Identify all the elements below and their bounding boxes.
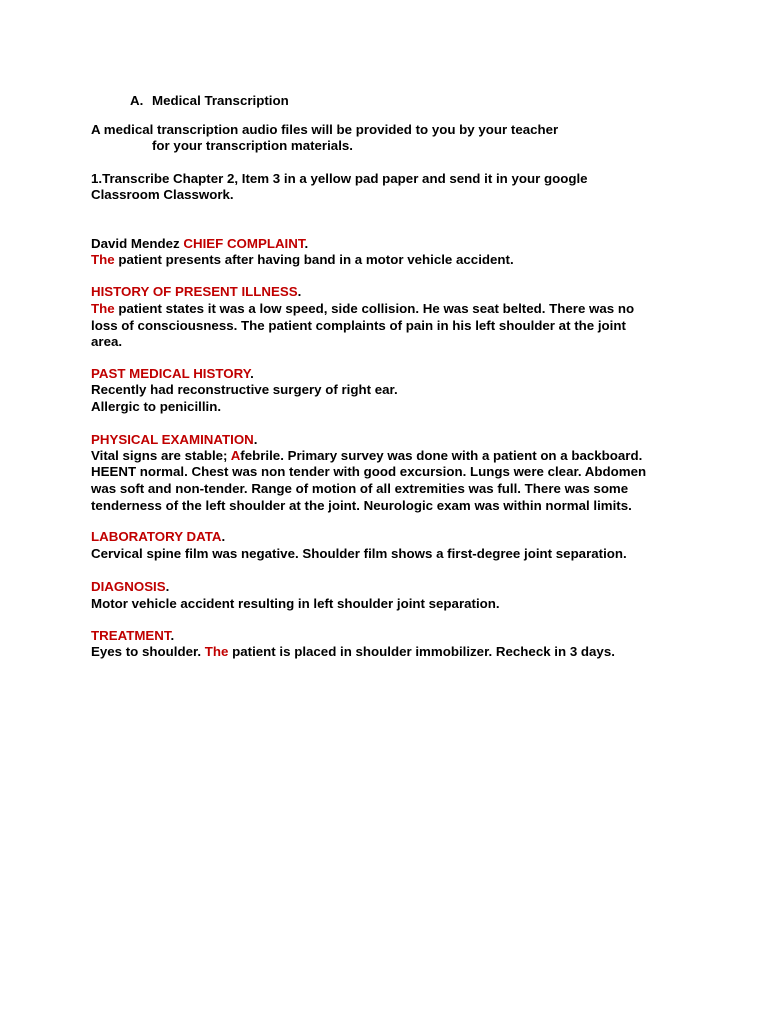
treatment-line-1 <box>91 644 615 661</box>
physical-exam-line-4: tenderness of the left shoulder at the joint. Neurologic exam was within normal limits. <box>91 498 632 513</box>
diagnosis-heading <box>91 579 169 596</box>
physical-exam-period: . <box>253 432 258 447</box>
physical-exam-line-2: HEENT normal. Chest was non tender with good excursion. Lungs were clear. Abdomen <box>91 464 647 479</box>
intro-line-1: A medical transcription audio files will be provided to you by your teacher <box>91 122 559 137</box>
physical-exam-red-letter: A <box>230 448 241 463</box>
present-illness-heading <box>91 284 301 301</box>
instruction-line-2: Classroom Classwork. <box>91 187 234 202</box>
laboratory-line-1: Cervical spine film was negative. Shoulder film shows a first-degree joint separation. <box>91 546 627 561</box>
intro-line-2: for your transcription materials. <box>152 138 353 153</box>
treatment-red-word: The <box>204 644 229 659</box>
present-illness-red-word: The <box>91 301 115 316</box>
treatment-heading <box>91 628 174 645</box>
laboratory-label: LABORATORY DATA <box>91 529 222 544</box>
present-illness-line-1-text: patient states it was a low speed, side collision. He was seat belted. There was no <box>114 301 635 316</box>
diagnosis-period: . <box>165 579 170 594</box>
medical-history-label: PAST MEDICAL HISTORY <box>91 366 251 381</box>
treatment-period: . <box>170 628 175 643</box>
present-illness-label: HISTORY OF PRESENT ILLNESS <box>91 284 298 299</box>
instruction-line-1: 1.Transcribe Chapter 2, Item 3 in a yellow pad paper and send it in your google <box>91 171 588 186</box>
treatment-line-1-start: Eyes to shoulder. <box>91 644 205 659</box>
section-title: Medical Transcription <box>152 93 289 108</box>
treatment-label: TREATMENT <box>91 628 171 643</box>
present-illness-line-2: loss of consciousness. The patient complaints of pain in his left shoulder at the joint <box>91 318 626 333</box>
medical-history-line-1: Recently had reconstructive surgery of right ear. <box>91 382 398 397</box>
treatment-line-1-rest: patient is placed in shoulder immobilizer. Recheck in 3 days. <box>228 644 615 659</box>
physical-exam-label: PHYSICAL EXAMINATION <box>91 432 254 447</box>
chief-complaint-red-word: The <box>91 252 115 267</box>
chief-complaint-text <box>91 252 514 269</box>
physical-exam-line-1-start: Vital signs are stable; <box>91 448 231 463</box>
present-illness-line-1 <box>91 301 634 318</box>
section-marker: A. <box>130 93 144 108</box>
physical-exam-line-1 <box>91 448 642 465</box>
medical-history-line-2: Allergic to penicillin. <box>91 399 222 414</box>
physical-exam-line-1-rest: febrile. Primary survey was done with a patient on a backboard. <box>240 448 643 463</box>
chief-complaint-heading <box>91 236 308 253</box>
chief-complaint-label: CHIEF COMPLAINT <box>183 236 305 251</box>
physical-exam-heading <box>91 432 257 449</box>
medical-history-heading <box>91 366 254 383</box>
diagnosis-line-1: Motor vehicle accident resulting in left shoulder joint separation. <box>91 596 500 611</box>
diagnosis-label: DIAGNOSIS <box>91 579 166 594</box>
section-heading <box>130 93 289 110</box>
present-illness-period: . <box>297 284 302 299</box>
chief-complaint-body: patient presents after having band in a motor vehicle accident. <box>114 252 514 267</box>
chief-complaint-period: . <box>304 236 309 251</box>
medical-history-period: . <box>250 366 254 381</box>
laboratory-heading <box>91 529 225 546</box>
laboratory-period: . <box>221 529 226 544</box>
present-illness-line-3: area. <box>91 334 123 349</box>
physical-exam-line-3: was soft and non-tender. Range of motion of all extremities was full. There was some <box>91 481 629 496</box>
patient-name: David Mendez <box>91 236 184 251</box>
